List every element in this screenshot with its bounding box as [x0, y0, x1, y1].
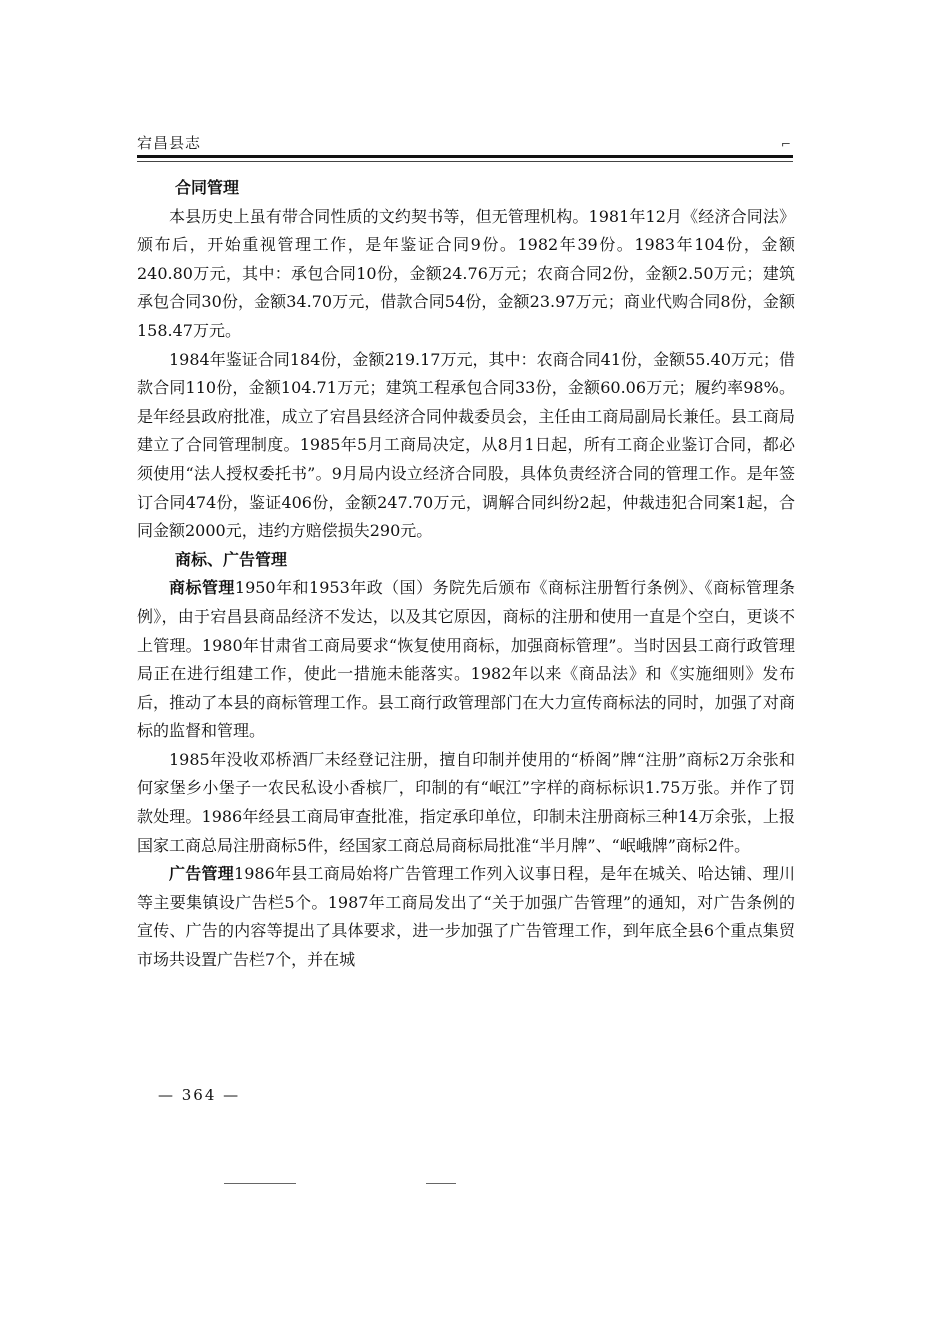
paragraph [137, 346, 795, 546]
page-number: — 364 — [158, 1086, 241, 1104]
scan-artifact-line [224, 1183, 296, 1184]
page-body [137, 174, 795, 975]
paragraph [137, 574, 795, 746]
paragraph-text: 本县历史上虽有带合同性质的文约契书等，但无管理机构。1981年12月《经济合同法》颁布后，开始重视管理工作，是年鉴证合同9份。1982年39份。1983年104份，金额240.80万元，其中：承包合同10份，金额24.76万元；农商合同2份，金额2.50万元；建筑承包合同30份，金额34.70万元，借款合同54份，金额23.97万元；商业代购合同8份，金额158.47万元。 [137, 206, 795, 340]
header-rule-thick [137, 155, 793, 158]
paragraph-lead: 商标管理 [169, 578, 235, 598]
section-heading-contract-management: 合同管理 [175, 178, 240, 197]
paragraph [137, 746, 795, 860]
corner-mark-icon: ⌐ [780, 137, 791, 151]
section-heading-trademark-advertising: 商标、广告管理 [175, 549, 288, 569]
paragraph [137, 203, 795, 346]
running-header [137, 133, 793, 153]
paragraph [137, 860, 795, 974]
paragraph-text: 1950年和1953年政（国）务院先后颁布《商标注册暂行条例》、《商标管理条例》，由于宕昌县商品经济不发达，以及其它原因，商标的注册和使用一直是个空白，更谈不上管理。1980年甘肃省工商局要求“恢复使用商标，加强商标管理”。当时因县工商行政管理局正在进行组建工作，使此一措施未能落实。1982年以来《商品法》和《实施细则》发布后，推动了本县的商标管理工作。县工商行政管理部门在大力宣传商标法的同时，加强了对商标的监督和管理。 [137, 578, 795, 741]
scan-artifact-line [426, 1183, 456, 1184]
paragraph-lead: 广告管理 [169, 864, 235, 884]
paragraph-text: 1985年没收邓桥酒厂未经登记注册，擅自印制并使用的“桥阁”牌“注册”商标2万余张和何家堡乡小堡子一农民私设小香槟厂，印制的有“岷江”字样的商标标识1.75万张。并作了罚款处理。1986年经县工商局审查批准，指定承印单位，印制未注册商标三种14万余张，上报国家工商总局注册商标5件，经国家工商总局商标局批准“半月牌”、“岷峨牌”商标2件。 [137, 749, 795, 855]
header-rule-thin [137, 161, 793, 162]
paragraph-text: 1984年鉴证合同184份，金额219.17万元，其中：农商合同41份，金额55.40万元；借款合同110份，金额104.71万元；建筑工程承包合同33份，金额60.06万元；履约率98%。是年经县政府批准，成立了宕昌县经济合同仲裁委员会，主任由工商局副局长兼任。县工商局建立了合同管理制度。1985年5月工商局决定，从8月1日起，所有工商企业鉴订合同，都必须使用“法人授权委托书”。9月局内设立经济合同股，具体负责经济合同的管理工作。是年签订合同474份，鉴证406份，金额247.70万元，调解合同纠纷2起，仲裁违犯合同案1起，合同金额2000元，违约方赔偿损失290元。 [137, 349, 795, 541]
book-title: 宕昌县志 [137, 134, 202, 152]
paragraph-text: 1986年县工商局始将广告管理工作列入议事日程，是年在城关、哈达铺、理川等主要集镇设广告栏5个。1987年工商局发出了“关于加强广告管理”的通知，对广告条例的宣传、广告的内容等提出了具体要求，进一步加强了广告管理工作，到年底全县6个重点集贸市场共设置广告栏7个，并在城 [137, 864, 795, 970]
